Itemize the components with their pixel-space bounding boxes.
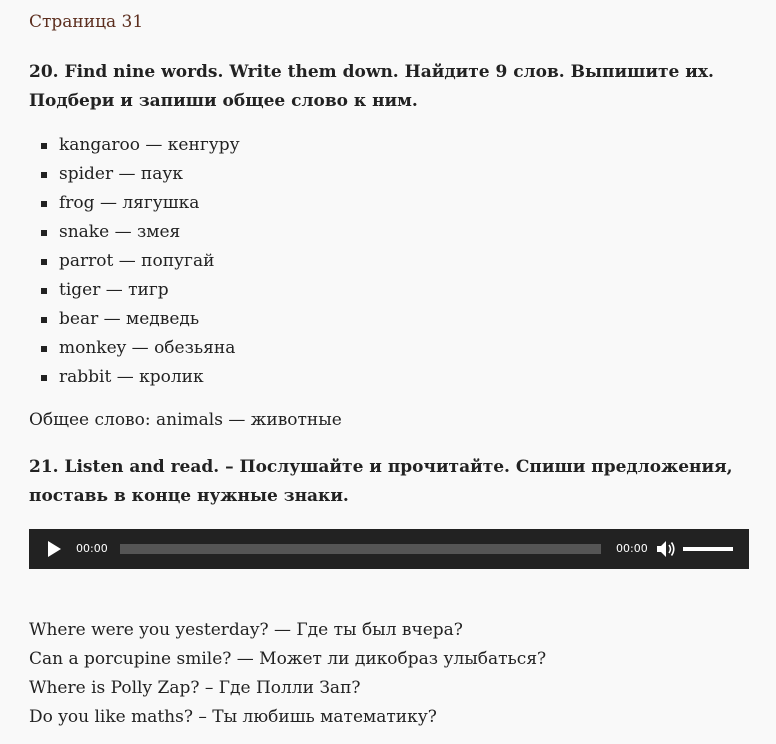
sentence-list <box>29 616 546 732</box>
current-time: 00:00 <box>76 542 108 555</box>
common-word: Общее слово: animals — животные <box>29 410 342 430</box>
word-pair: frog — лягушка <box>59 193 200 213</box>
task-21-heading-line-1: 21. Listen and read. – Послушайте и прочитайте. Спиши предложения, <box>29 457 733 477</box>
bullet-icon <box>41 230 47 236</box>
word-pair: tiger — тигр <box>59 280 169 300</box>
word-pair: monkey — обезьяна <box>59 338 236 358</box>
volume-slider[interactable] <box>683 547 733 551</box>
progress-track[interactable] <box>120 544 601 554</box>
bullet-icon <box>41 317 47 323</box>
audio-player <box>29 529 749 569</box>
sentence-line: Do you like maths? – Ты любишь математику? <box>29 707 437 727</box>
task-21-heading <box>29 453 749 511</box>
bullet-icon <box>41 172 47 178</box>
sentence-line: Where is Polly Zap? – Где Полли Зап? <box>29 678 361 698</box>
word-pair: snake — змея <box>59 222 181 242</box>
volume-icon[interactable] <box>656 540 676 558</box>
play-icon[interactable] <box>48 541 61 557</box>
page-number-label: Страница 31 <box>29 12 144 32</box>
bullet-icon <box>41 201 47 207</box>
word-pair: parrot — попугай <box>59 251 215 271</box>
task-20-heading-line-1: 20. Find nine words. Write them down. Найдите 9 слов. Выпишите их. <box>29 62 714 82</box>
bullet-icon <box>41 288 47 294</box>
bullet-icon <box>41 346 47 352</box>
word-pair: bear — медведь <box>59 309 200 329</box>
word-pair: kangaroo — кенгуру <box>59 135 240 155</box>
word-list <box>29 131 240 392</box>
list-item <box>29 131 240 160</box>
word-pair: spider — паук <box>59 164 184 184</box>
task-21-heading-line-2: поставь в конце нужные знаки. <box>29 486 349 506</box>
sentence-line: Where were you yesterday? — Где ты был вчера? <box>29 620 463 640</box>
list-item <box>29 160 240 189</box>
list-item <box>29 218 240 247</box>
list-item <box>29 363 240 392</box>
list-item <box>29 276 240 305</box>
word-pair: rabbit — кролик <box>59 367 204 387</box>
volume-fill <box>683 547 733 551</box>
list-item <box>29 247 240 276</box>
list-item <box>29 189 240 218</box>
task-20-heading-line-2: Подбери и запиши общее слово к ним. <box>29 91 418 111</box>
bullet-icon <box>41 375 47 381</box>
sentence-line: Can a porcupine smile? — Может ли дикобраз улыбаться? <box>29 649 547 669</box>
bullet-icon <box>41 143 47 149</box>
task-20-heading <box>29 58 749 116</box>
list-item <box>29 334 240 363</box>
bullet-icon <box>41 259 47 265</box>
list-item <box>29 305 240 334</box>
duration-time: 00:00 <box>616 542 648 555</box>
